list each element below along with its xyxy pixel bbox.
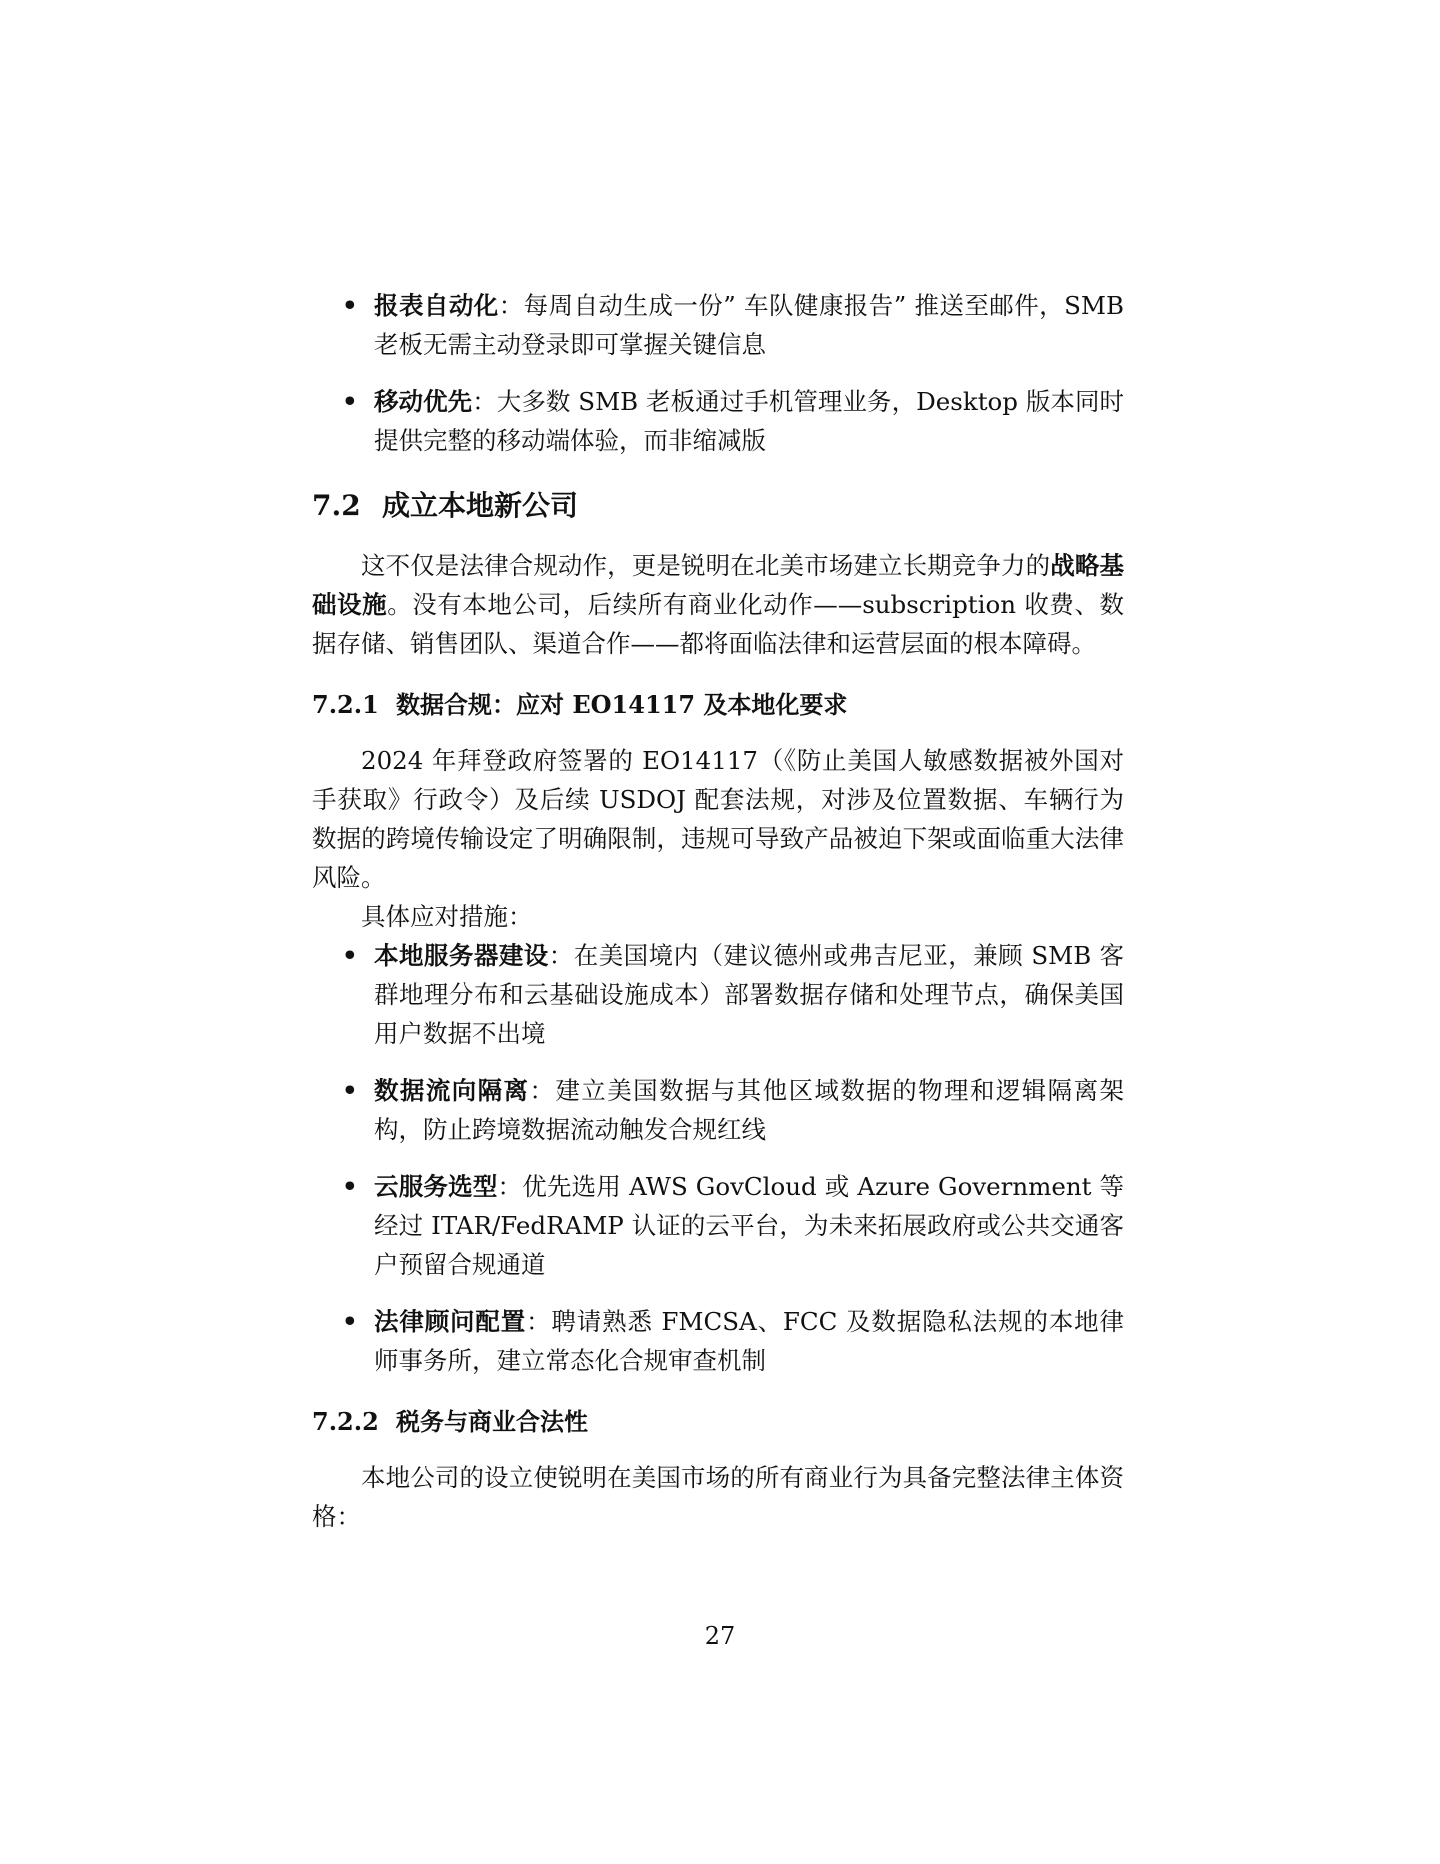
paragraph: 具体应对措施： [361,902,533,931]
list-item [312,286,1124,364]
bullet-term: 本地服务器建设 [374,941,549,970]
paragraph-bold-text: 战略基础设施 [312,551,1124,619]
subsection-number: 7.2.1 [312,690,379,719]
subsection-number: 7.2.2 [312,1407,379,1436]
page-number: 27 [704,1622,736,1650]
section-heading [312,486,1124,526]
paragraph-text: 。没有本地公司，后续所有商业化动作——subscription 收费、数据存储、销售团队、渠道合作——都将面临法律和运营层面的根本障碍。 [312,590,1125,658]
bullet-term: 法律顾问配置 [374,1307,527,1336]
subsection-heading [312,687,1124,723]
paragraph [312,546,1124,663]
bullet-text: ：在美国境内（建议德州或弗吉尼亚，兼顾 SMB 客群地理分布和云基础设施成本）部署数据存储和处理节点，确保美国用户数据不出境 [374,941,1124,1048]
bullet-term: 移动优先 [374,387,473,416]
bullet-icon: • [342,1307,358,1336]
section-number: 7.2 [312,489,361,522]
bullet-text: ：建立美国数据与其他区域数据的物理和逻辑隔离架构，防止跨境数据流动触发合规红线 [374,1076,1125,1144]
subsection-heading [312,1404,1124,1440]
subsection-title: 税务与商业合法性 [396,1407,588,1436]
bullet-icon: • [342,941,358,970]
list-item [312,1071,1124,1149]
list-item [312,382,1124,460]
paragraph-text: 这不仅是法律合规动作，更是锐明在北美市场建立长期竞争力的 [361,551,1051,580]
bullet-text: ：聘请熟悉 FMCSA、FCC 及数据隐私法规的本地律师事务所，建立常态化合规审查机制 [374,1307,1125,1375]
bullet-term: 数据流向隔离 [374,1076,530,1105]
list-item [312,1167,1124,1284]
bullet-icon: • [342,1172,358,1201]
bullet-icon: • [342,1076,358,1105]
list-item [312,936,1124,1053]
bullet-term: 云服务选型 [374,1172,498,1201]
bullet-list-top [312,286,1124,460]
paragraph: 2024 年拜登政府签署的 EO14117（《防止美国人敏感数据被外国对手获取》行政令）及后续 USDOJ 配套法规，对涉及位置数据、车辆行为数据的跨境传输设定了明确限制，违规可导致产品被迫下架或面临重大法律风险。 [312,746,1124,892]
bullet-icon: • [342,387,358,416]
page-body [312,286,1124,1536]
bullet-list-measures [312,936,1124,1380]
bullet-text: ：优先选用 AWS GovCloud 或 Azure Government 等经过 ITAR/FedRAMP 认证的云平台，为未来拓展政府或公共交通客户预留合规通道 [374,1172,1124,1279]
subsection-title: 数据合规：应对 EO14117 及本地化要求 [396,690,848,719]
bullet-text: ：每周自动生成一份” 车队健康报告” 推送至邮件，SMB 老板无需主动登录即可掌握关键信息 [374,291,1125,359]
bullet-icon: • [342,291,358,320]
list-item [312,1302,1124,1380]
paragraph: 本地公司的设立使锐明在美国市场的所有商业行为具备完整法律主体资格： [312,1463,1124,1531]
bullet-term: 报表自动化 [374,291,499,320]
section-title: 成立本地新公司 [382,489,579,522]
bullet-text: ：大多数 SMB 老板通过手机管理业务，Desktop 版本同时提供完整的移动端体验，而非缩减版 [374,387,1125,455]
